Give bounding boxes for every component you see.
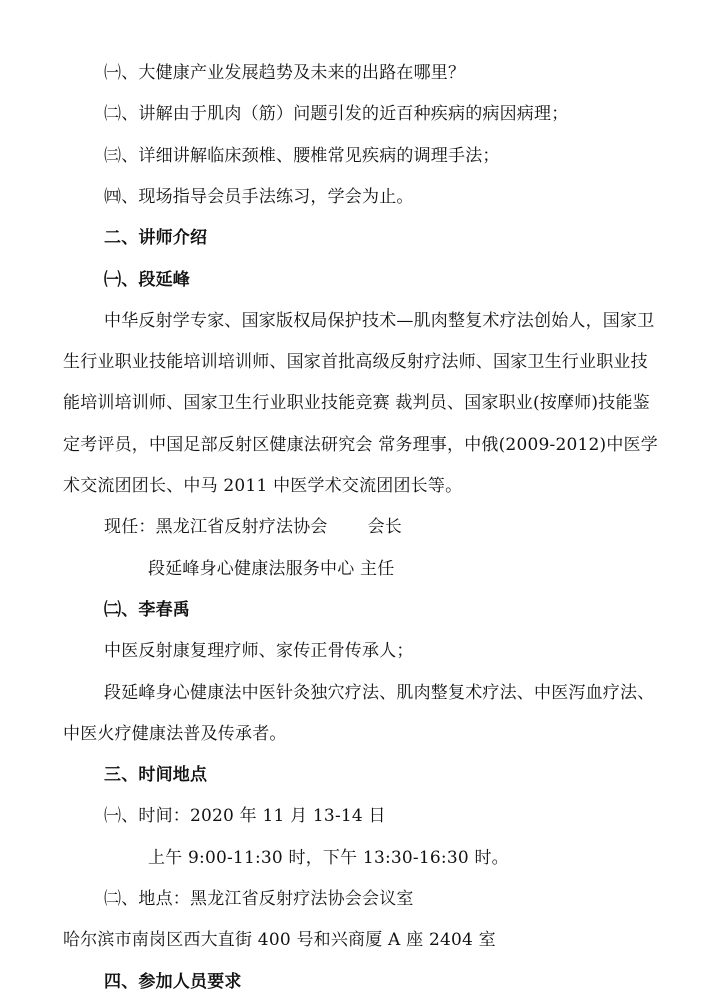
- lecturer-1-name: ㈠、段延峰: [104, 270, 190, 290]
- agenda-item-3: ㈢、详细讲解临床颈椎、腰椎常见疾病的调理手法；: [104, 146, 500, 166]
- lecturer-1-bio-line: 中华反射学专家、国家版权局保护技术—肌肉整复术疗法创始人，国家卫: [104, 311, 655, 331]
- lecturer-1-bio-line: 术交流团团长、中马 2011 中医学术交流团团长等。: [63, 476, 463, 496]
- time-detail: 上午 9:00-11:30 时，下午 13:30-16:30 时。: [148, 848, 509, 868]
- lecturer-1-bio-line: 定考评员，中国足部反射区健康法研究会 常务理事，中俄(2009-2012)中医学: [63, 435, 658, 455]
- time-label: ㈠、时间：2020 年 11 月 13-14 日: [104, 806, 386, 826]
- place-label: ㈡、地点：黑龙江省反射疗法协会会议室: [104, 889, 414, 909]
- current-label: 现任：: [104, 517, 156, 537]
- current-title: 会长: [367, 517, 403, 537]
- agenda-item-2: ㈡、讲解由于肌肉（筋）问题引发的近百种疾病的病因病理；: [104, 104, 569, 124]
- lecturer-2-bio-line: 中医反射康复理疗师、家传正骨传承人；: [104, 641, 414, 661]
- section-heading-time-place: 三、时间地点: [104, 765, 208, 785]
- section-heading-attendees: 四、参加人员要求: [104, 972, 242, 992]
- lecturer-2-bio-line: 中医火疗健康法普及传承者。: [63, 724, 287, 744]
- lecturer-1-bio-line: 生行业职业技能培训培训师、国家首批高级反射疗法师、国家卫生行业职业技: [63, 352, 648, 372]
- current-organization: 黑龙江省反射疗法协会: [155, 517, 328, 537]
- lecturer-2-bio-line: 段延峰身心健康法中医针灸独穴疗法、肌肉整复术疗法、中医泻血疗法、: [104, 683, 655, 703]
- section-heading-lecturers: 二、讲师介绍: [104, 228, 208, 248]
- agenda-item-4: ㈣、现场指导会员手法练习，学会为止。: [104, 187, 414, 207]
- lecturer-1-current-position-2: 段延峰身心健康法服务中心 主任: [148, 559, 395, 579]
- lecturer-1-current-position: [104, 516, 402, 538]
- agenda-item-1: ㈠、大健康产业发展趋势及未来的出路在哪里？: [104, 63, 466, 83]
- lecturer-2-name: ㈡、李春禹: [104, 600, 190, 620]
- lecturer-1-bio-line: 能培训培训师、国家卫生行业职业技能竞赛 裁判员、国家职业(按摩师)技能鉴: [63, 393, 650, 413]
- address: 哈尔滨市南岗区西大直街 400 号和兴商厦 A 座 2404 室: [63, 930, 496, 950]
